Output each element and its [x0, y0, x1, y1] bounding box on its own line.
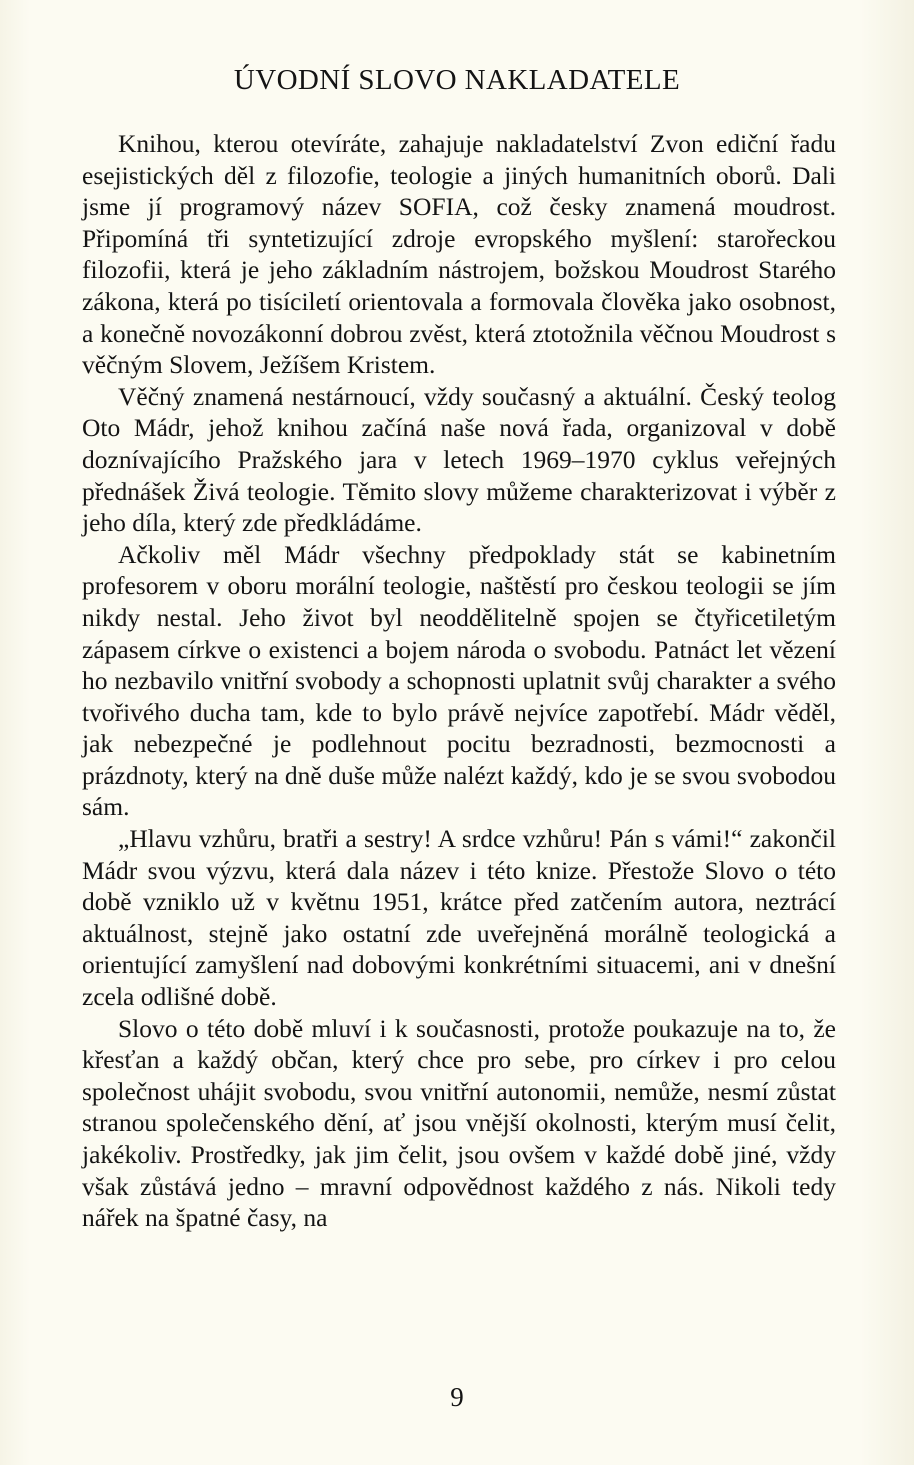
page-number: 9 — [450, 1382, 464, 1412]
chapter-heading: ÚVODNÍ SLOVO NAKLADATELE — [233, 64, 681, 96]
body-text — [82, 128, 836, 1234]
paragraph-5: Slovo o této době mluví i k současnosti, protože poukazuje na to, že křesťan a každý občan, který chce pro sebe, pro církev i pro celou společnost uhájit svobodu, svou vnitřní autonomii, nemůže, nesmí zůstat stranou společenského dění, ať jsou vnější okolnosti, kterým musí čelit, jakékoliv. Prostředky, jak jim čelit, jsou ovšem v každé době jiné, vždy však zůstává jedno – mravní odpovědnost každého z nás. Nikoli tedy nářek na špatné časy, na — [82, 1013, 836, 1233]
paragraph-1: Knihou, kterou otevíráte, zahajuje nakladatelství Zvon ediční řadu esejistických děl z filozofie, teologie a jiných humanitních oborů. Dali jsme jí programový název SOFIA, což česky znamená moudrost. Připomíná tři syntetizující zdroje evropského myšlení: starořeckou filozofii, která je jeho základním nástrojem, božskou Moudrost Starého zákona, která po tisíciletí orientovala a formovala člověka jako osobnost, a konečně novozákonní dobrou zvěst, která ztotožnila věčnou Moudrost s věčným Slovem, Ježíšem Kristem. — [82, 129, 836, 380]
paragraph-3: Ačkoliv měl Mádr všechny předpoklady stát se kabinetním profesorem v oboru morální teologie, naštěstí pro českou teologii se jím nikdy nestal. Jeho život byl neoddělitelně spojen se čtyřicetiletým zápasem církve o existenci a bojem národa o svobodu. Patnáct let vězení ho nezbavilo vnitřní svobody a schopnosti uplatnit svůj charakter a svého tvořivého ducha tam, kde to bylo právě nejvíce zapotřebí. Mádr věděl, jak nebezpečné je podlehnout pocitu bezradnosti, bezmocnosti a prázdnoty, který na dně duše může nalézt každý, kdo je se svou svobodou sám. — [82, 539, 836, 822]
paragraph-4: „Hlavu vzhůru, bratři a sestry! A srdce vzhůru! Pán s vámi!“ zakončil Mádr svou výzvu, která dala název i této knize. Přestože Slovo o této době vzniklo už v květnu 1951, krátce před zatčením autora, neztrácí aktuálnost, stejně jako ostatní zde uveřejněná morálně teologická a orientující zamyšlení nad dobovými konkrétními situacemi, ani v dnešní zcela odlišné době. — [82, 824, 836, 1012]
paragraph-2: Věčný znamená nestárnoucí, vždy současný a aktuální. Český teolog Oto Mádr, jehož knihou začíná naše nová řada, organizoval v době doznívajícího Pražského jara v letech 1969–1970 cyklus veřejných přednášek Živá teologie. Těmito slovy můžeme charakterizovat i výběr z jeho díla, který zde předkládáme. — [82, 381, 836, 538]
